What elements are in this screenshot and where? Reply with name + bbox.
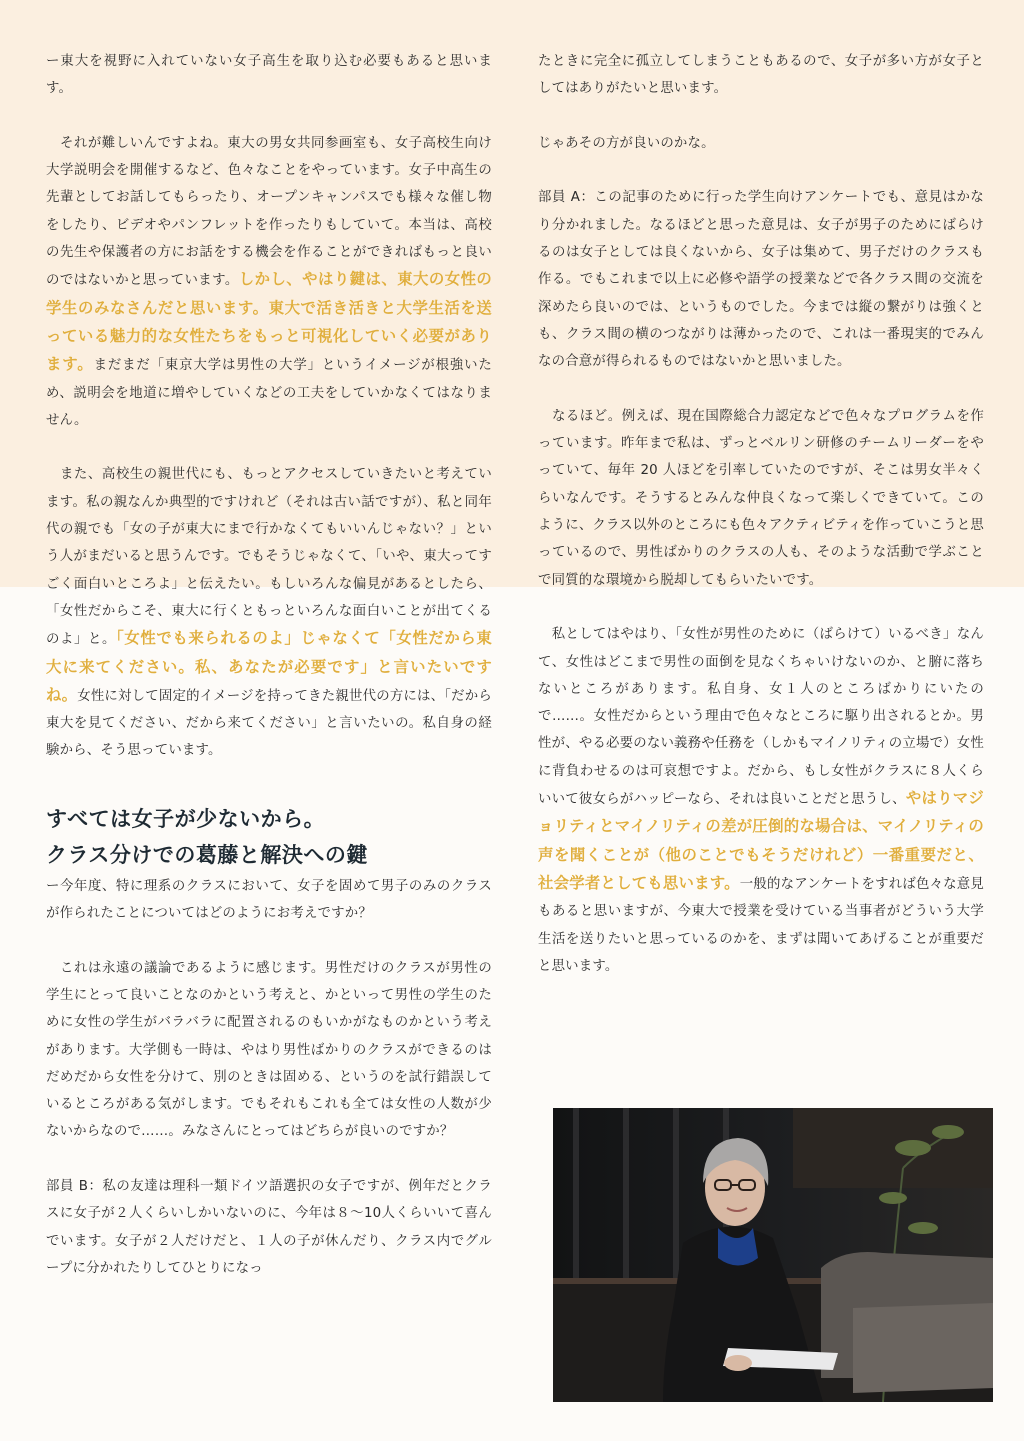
right-column	[538, 48, 984, 1007]
paragraph-text: じゃあその方が良いのかな。	[538, 135, 715, 151]
paragraph	[538, 403, 984, 594]
paragraph-text: ー東大を視野に入れていない女子高生を取り込む必要もあると思います。	[46, 54, 492, 97]
highlighted-quote: 「女性でも来られるのよ」じゃなくて「女性だから東大に来てください。私、あなたが必要です」と言いたいですね。	[46, 629, 493, 704]
paragraph-text: 私としてはやはり、「女性が男性のために（ばらけて）いるべき」なんて、女性はどこまで男性の面倒を見なくちゃいけないのか、と腑に落ちないところがあります。私自身、女１人のところばかりにいたので……。女性だからという理由で色々なところに駆り出されるとか。男性が、やる必要のない義務や任務を（しかもマイノリティの立場で）女性に背負わせるのは可哀想ですよ。だから、もし女性がクラスに８人くらいいて彼女らがハッピーなら、それは良いことだと思うし、	[538, 627, 985, 808]
paragraph-text: また、高校生の親世代にも、もっとアクセスしていきたいと考えています。私の親なんか典型的ですけれど（それは古い話ですが）、私と同年代の親でも「女の子が東大にまで行かなくてもいいんじゃない？」という人がまだいると思うんです。でもそうじゃなくて、「いや、東大ってすごく面白いところよ」と伝えたい。もしいろんな偏見があるとしたら、「女性だからこそ、東大に行くともっといろんな面白いことが出てくるのよ」と。	[46, 467, 493, 648]
paragraph-text: それが難しいんですよね。東大の男女共同参画室も、女子高校生向け大学説明会を開催するなど、色々なことをやっています。女子中高生の先輩としてお話してもらったり、オープンキャンパスでも様々な催し物をしたり、ビデオやパンフレットを作ったりもしていて。本当は、高校の先生や保護者の方にお話をする機会を作ることができればもっと良いのではないかと思っています。	[46, 135, 492, 289]
paragraph-text: 女性に対して固定的イメージを持ってきた親世代の方には、「だから東大を見てください、だから来てください」と言いたいの。私自身の経験から、そう思っています。	[46, 688, 492, 759]
photo-illustration	[553, 1108, 993, 1402]
left-column	[46, 48, 492, 1309]
paragraph	[538, 48, 984, 103]
paragraph-text: なるほど。例えば、現在国際総合力認定などで色々なプログラムを作っています。昨年まで私は、ずっとベルリン研修のチームリーダーをやっていて、毎年 20 人ほどを引率していたのですが、そこは男女半々くらいなんです。そうするとみんな仲良くなって楽しくできていて。このように、クラス以外のところにも色々アクティビティを作っていこうと思っているので、男性ばかりのクラスの人も、そのような活動で学ぶことで同質的な環境から脱却してもらいたいです。	[538, 408, 984, 588]
paragraph-text: 部員 A：この記事のために行った学生向けアンケートでも、意見はかなり分かれました。なるほどと思った意見は、女子が男子のためにばらけるのは女子としては良くないから、女子は集めて、男子だけのクラスも作る。でもこれまで以上に必修や語学の授業などで各クラス間の交流を深めたら良いのでは、というものでした。今までは縦の繋がりは強くとも、クラス間の横のつながりは薄かったので、これは一番現実的でみんなの合意が得られるものではないかと思いました。	[538, 190, 984, 370]
paragraph	[46, 955, 492, 1146]
paragraph-text: ー今年度、特に理系のクラスにおいて、女子を固めて男子のみのクラスが作られたことについてはどのようにお考えですか？	[46, 878, 492, 922]
paragraph	[538, 184, 984, 375]
paragraph-text: 部員 B：私の友達は理科一類ドイツ語選択の女子ですが、例年だとクラスに女子が２人くらいしかいないのに、今年は８〜10人くらいいて喜んでいます。女子が２人だけだと、１人の子が休んだり、クラス内でグループに分かれたりしてひとりになっ	[46, 1178, 492, 1276]
section-heading	[46, 801, 492, 873]
section-heading-line: クラス分けでの葛藤と解決への鍵	[46, 842, 368, 867]
highlighted-quote: しかし、やはり鍵は、東大の女性の学生のみなさんだと思います。東大で活き活きと大学生活を送っている魅力的な女性たちをもっと可視化していく必要があります。	[46, 270, 492, 374]
paragraph-text: たときに完全に孤立してしまうこともあるので、女子が多い方が女子としてはありがたいと思います。	[538, 54, 984, 97]
interview-photo	[553, 1108, 993, 1402]
highlighted-quote: やはりマジョリティとマイノリティの差が圧倒的な場合は、マイノリティの声を聞くことが（他のことでもそうだけれど）一番重要だと、社会学者としても思います。	[538, 789, 984, 892]
paragraph-text: 一般的なアンケートをすれば色々な意見もあると思いますが、今東大で授業を受けている当事者がどういう大学生活を送りたいと思っているのかを、まずは聞いてあげることが重要だと思います。	[538, 876, 984, 974]
section-heading-line: すべては女子が少ないから。	[46, 806, 326, 831]
paragraph	[46, 1173, 492, 1282]
paragraph	[46, 461, 492, 764]
paragraph-text: これは永遠の議論であるように感じます。男性だけのクラスが男性の学生にとって良いことなのかという考えと、かといって男性の学生のために女性の学生がバラバラに配置されるのもいかがなものかという考えがあります。大学側も一時は、やはり男性ばかりのクラスができるのはだめだから女性を分けて、別のときは固める、というのを試行錯誤しているところがある気がします。でもそれもこれも全ては女性の人数が少ないからなので……。みなさんにとってはどちらが良いのですか？	[46, 960, 492, 1140]
paragraph	[46, 48, 492, 103]
paragraph	[46, 130, 492, 434]
paragraph	[538, 130, 984, 157]
interview-question	[46, 873, 492, 928]
paragraph-text: まだまだ「東京大学は男性の大学」というイメージが根強いため、説明会を地道に増やしていくなどの工夫をしていかなくてはなりません。	[46, 358, 492, 428]
paragraph	[538, 621, 984, 980]
